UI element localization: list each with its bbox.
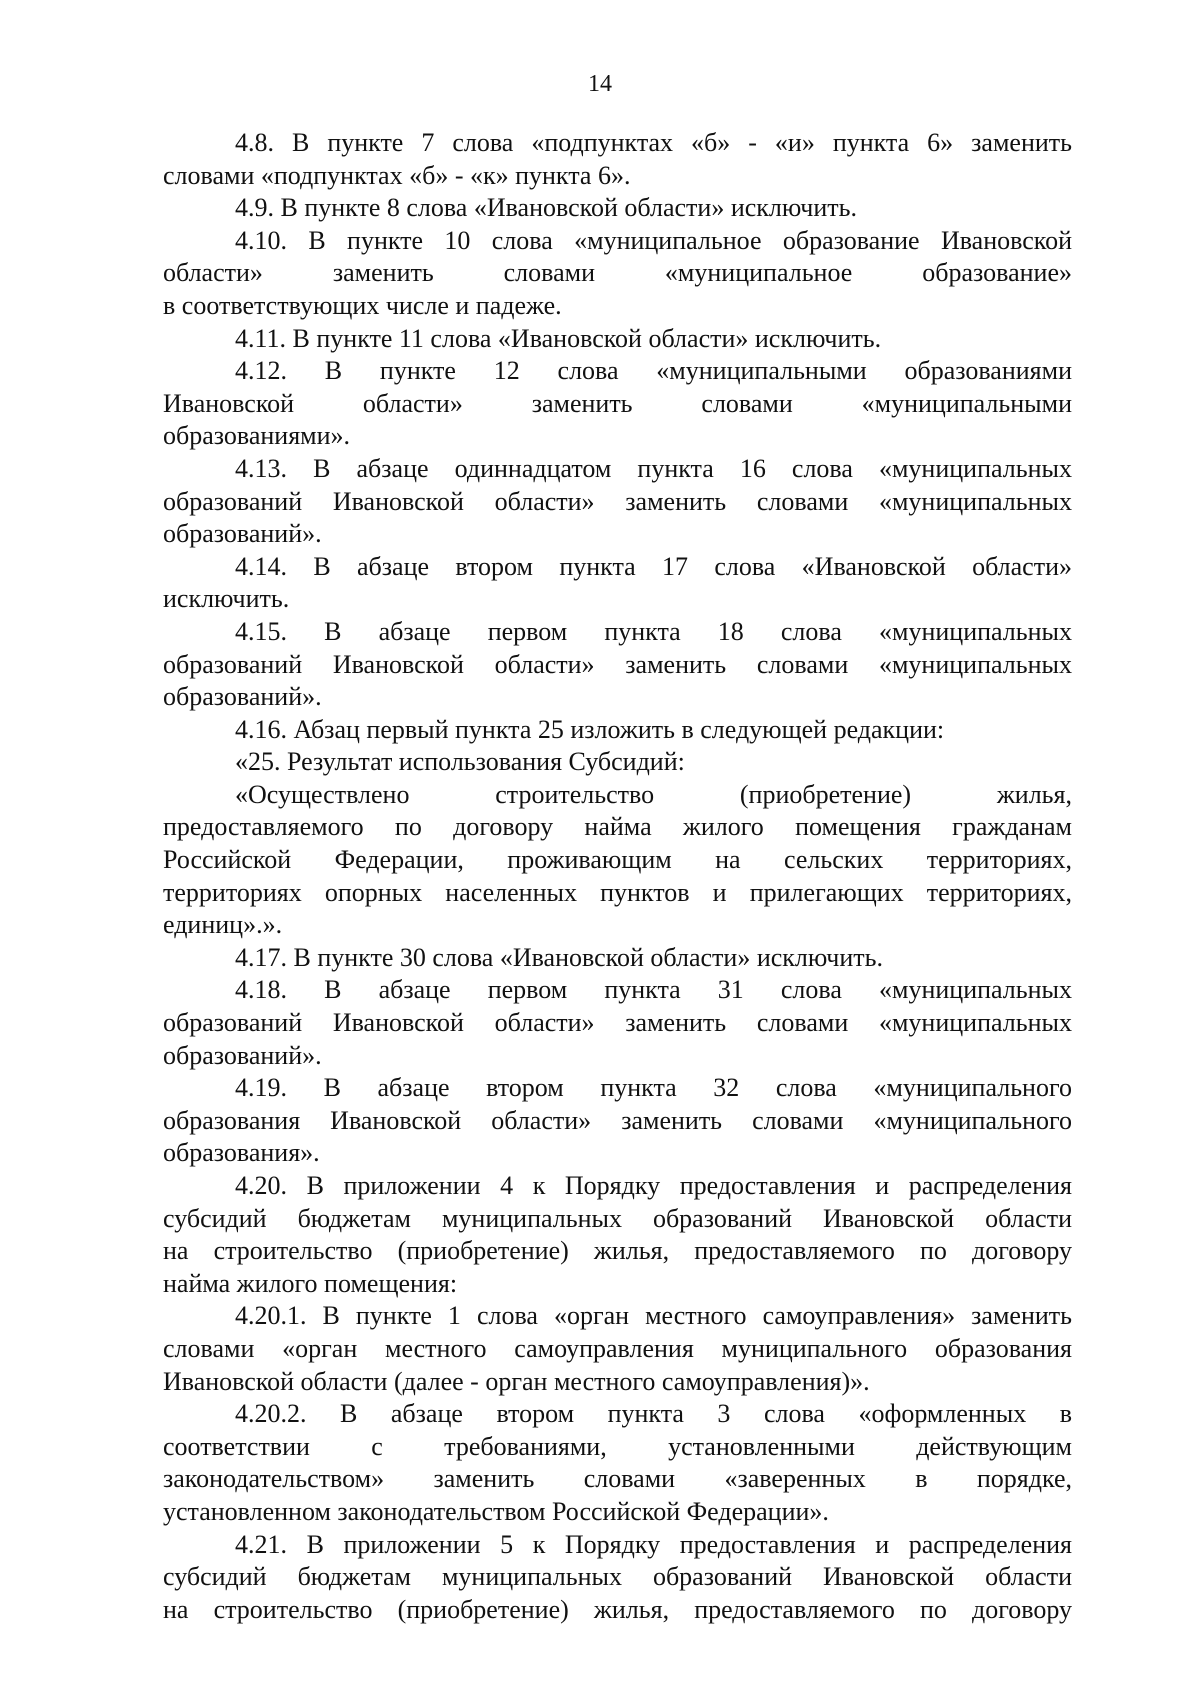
text-line: предоставляемого по договору найма жилого помещения гражданам (163, 812, 1072, 842)
text-line: образования». (163, 1138, 320, 1168)
text-line: 4.20. В приложении 4 к Порядку предоставления и распределения (235, 1171, 1072, 1200)
text-line: 4.13. В абзаце одиннадцатом пункта 16 слова «муниципальных (235, 453, 1072, 483)
text-line: законодательством» заменить словами «заверенных в порядке, (163, 1464, 1072, 1494)
text-line: 4.19. В абзаце втором пункта 32 слова «муниципального (235, 1073, 1072, 1103)
paragraph (163, 1072, 1072, 1170)
text-line: 4.18. В абзаце первом пункта 31 слова «муниципальных (235, 975, 1072, 1005)
paragraph (163, 127, 1072, 192)
text-line: «25. Результат использования Субсидий: (235, 747, 685, 777)
text-line: 4.8. В пункте 7 слова «подпунктах «б» - «и» пункта 6» заменить (235, 128, 1072, 157)
paragraph (163, 714, 1072, 747)
text-line: образований Ивановской области» заменить словами «муниципальных (163, 649, 1072, 679)
text-line: субсидий бюджетам муниципальных образований Ивановской области (163, 1203, 1072, 1233)
text-line: субсидий бюджетам муниципальных образований Ивановской области (163, 1562, 1072, 1592)
text-line: в соответствующих числе и падеже. (163, 290, 562, 320)
text-line: 4.21. В приложении 5 к Порядку предоставления и распределения (235, 1529, 1072, 1559)
text-line: образований». (163, 519, 322, 549)
paragraph (163, 551, 1072, 616)
text-line: 4.15. В абзаце первом пункта 18 слова «муниципальных (235, 616, 1072, 646)
text-line: 4.17. В пункте 30 слова «Ивановской области» исключить. (235, 942, 884, 972)
text-line: образований Ивановской области» заменить словами «муниципальных (163, 486, 1072, 516)
text-line: «Осуществлено строительство (приобретение) жилья, (235, 779, 1072, 809)
text-line: 4.20.1. В пункте 1 слова «орган местного самоуправления» заменить (235, 1301, 1072, 1331)
paragraph (163, 1300, 1072, 1398)
text-line: 4.10. В пункте 10 слова «муниципальное образование Ивановской (235, 225, 1072, 255)
text-line: образования Ивановской области» заменить словами «муниципального (163, 1105, 1072, 1135)
paragraph (163, 453, 1072, 551)
text-line: 4.12. В пункте 12 слова «муниципальными образованиями (235, 356, 1072, 386)
text-line: образований Ивановской области» заменить словами «муниципальных (163, 1008, 1072, 1038)
text-line: 4.16. Абзац первый пункта 25 изложить в следующей редакции: (235, 714, 945, 744)
text-line: исключить. (163, 584, 290, 614)
text-line: образований». (163, 1040, 322, 1070)
text-line: Ивановской области (далее - орган местного самоуправления)». (163, 1366, 870, 1396)
text-line: 4.11. В пункте 11 слова «Ивановской области» исключить. (235, 323, 882, 353)
paragraph (163, 323, 1072, 356)
text-line: словами «подпунктах «б» - «к» пункта 6». (163, 160, 631, 190)
paragraph (163, 355, 1072, 453)
text-line: Российской Федерации, проживающим на сельских территориях, (163, 845, 1072, 875)
text-line: области» заменить словами «муниципальное образование» (163, 258, 1072, 288)
text-line: соответствии с требованиями, установленными действующим (163, 1431, 1072, 1461)
text-line: Ивановской области» заменить словами «муниципальными (163, 388, 1072, 418)
paragraph (163, 1170, 1072, 1300)
text-line: словами «орган местного самоуправления муниципального образования (163, 1333, 1072, 1363)
text-line: найма жилого помещения: (163, 1268, 458, 1298)
paragraph (163, 942, 1072, 975)
text-line: установленном законодательством Российской Федерации». (163, 1496, 829, 1526)
paragraph (163, 746, 1072, 779)
paragraph (163, 1529, 1072, 1627)
paragraph (163, 1398, 1072, 1528)
text-line: образованиями». (163, 421, 351, 451)
paragraph (163, 192, 1072, 225)
paragraph (163, 225, 1072, 323)
text-line: 4.14. В абзаце втором пункта 17 слова «Ивановской области» (235, 551, 1072, 581)
text-line: на строительство (приобретение) жилья, предоставляемого по договору (163, 1594, 1072, 1624)
text-line: 4.20.2. В абзаце втором пункта 3 слова «оформленных в (235, 1399, 1072, 1429)
paragraph (163, 974, 1072, 1072)
page-number: 14 (588, 71, 612, 97)
paragraph (163, 779, 1072, 942)
text-line: 4.9. В пункте 8 слова «Ивановской области» исключить. (235, 193, 858, 223)
document-body (163, 127, 1072, 1626)
paragraph (163, 616, 1072, 714)
text-line: единиц».». (163, 910, 283, 940)
text-line: территориях опорных населенных пунктов и прилегающих территориях, (163, 877, 1072, 907)
text-line: образований». (163, 682, 322, 712)
text-line: на строительство (приобретение) жилья, предоставляемого по договору (163, 1236, 1072, 1266)
